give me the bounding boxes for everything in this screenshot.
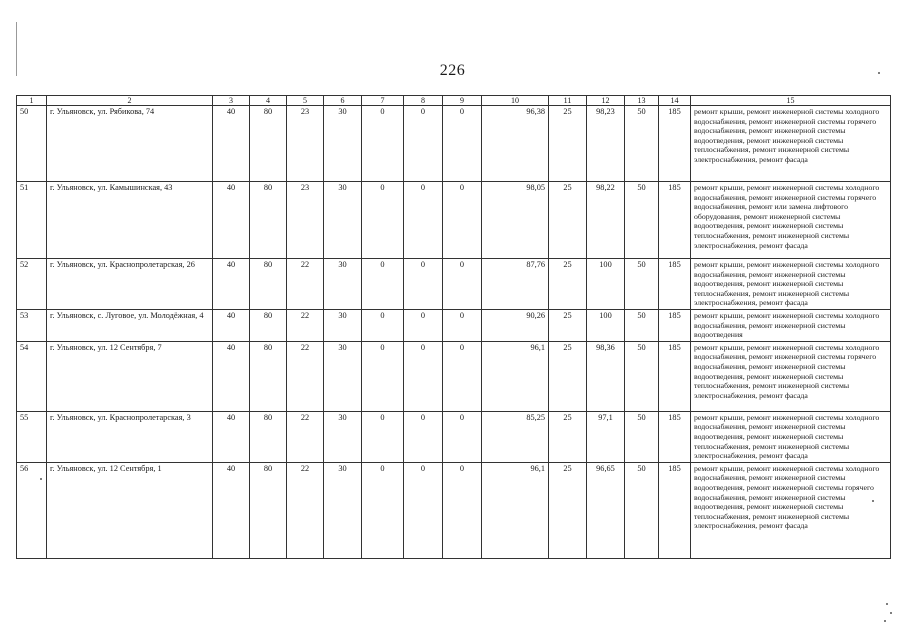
value-cell: 25 bbox=[549, 259, 587, 310]
table-row bbox=[17, 259, 891, 310]
value-cell: 30 bbox=[324, 310, 362, 342]
value-cell: 185 bbox=[659, 462, 691, 558]
column-header: 15 bbox=[691, 96, 891, 106]
value-cell: 96,1 bbox=[482, 462, 549, 558]
value-cell: 0 bbox=[404, 341, 443, 411]
column-header: 5 bbox=[287, 96, 324, 106]
value-cell: 40 bbox=[213, 106, 250, 182]
column-header: 1 bbox=[17, 96, 47, 106]
scan-speck bbox=[890, 612, 892, 614]
column-header: 10 bbox=[482, 96, 549, 106]
value-cell: 97,1 bbox=[587, 411, 625, 462]
address-cell: г. Ульяновск, ул. Рябикова, 74 bbox=[47, 106, 213, 182]
value-cell: 25 bbox=[549, 106, 587, 182]
value-cell: 185 bbox=[659, 310, 691, 342]
value-cell: 0 bbox=[404, 462, 443, 558]
value-cell: 30 bbox=[324, 411, 362, 462]
value-cell: 23 bbox=[287, 106, 324, 182]
column-header: 13 bbox=[625, 96, 659, 106]
value-cell: 50 bbox=[625, 106, 659, 182]
row-number: 56 bbox=[17, 462, 47, 558]
value-cell: 50 bbox=[625, 341, 659, 411]
table-row bbox=[17, 411, 891, 462]
works-list-cell: ремонт крыши, ремонт инженерной системы холодного водоснабжения, ремонт инженерной системы горячего водоснабжения, ремонт или замена лифтового оборудования, ремонт инженерной системы водоотведения, ремонт инженерной системы теплоснабжения, ремонт инженерной системы электроснабжения, ремонт фасада bbox=[691, 182, 891, 259]
value-cell: 40 bbox=[213, 462, 250, 558]
works-list-cell: ремонт крыши, ремонт инженерной системы холодного водоснабжения, ремонт инженерной системы горячего водоснабжения, ремонт инженерной системы водоотведения, ремонт инженерной системы теплоснабжения, ремонт инженерной системы электроснабжения, ремонт фасада bbox=[691, 341, 891, 411]
page-number: 226 bbox=[439, 62, 466, 79]
value-cell: 40 bbox=[213, 411, 250, 462]
value-cell: 30 bbox=[324, 341, 362, 411]
value-cell: 0 bbox=[404, 310, 443, 342]
value-cell: 30 bbox=[324, 182, 362, 259]
scan-speck bbox=[40, 478, 42, 480]
address-cell: г. Ульяновск, ул. 12 Сентября, 7 bbox=[47, 341, 213, 411]
row-number: 52 bbox=[17, 259, 47, 310]
value-cell: 25 bbox=[549, 310, 587, 342]
value-cell: 185 bbox=[659, 106, 691, 182]
value-cell: 25 bbox=[549, 411, 587, 462]
value-cell: 0 bbox=[404, 259, 443, 310]
works-list-cell: ремонт крыши, ремонт инженерной системы холодного водоснабжения, ремонт инженерной системы водоотведения, ремонт инженерной системы горячего водоснабжения, ремонт инженерной системы водоотведения, ремонт инженерной системы теплоснабжения, ремонт инженерной системы электроснабжения, ремонт фасада bbox=[691, 462, 891, 558]
value-cell: 185 bbox=[659, 182, 691, 259]
row-number: 50 bbox=[17, 106, 47, 182]
value-cell: 0 bbox=[362, 341, 404, 411]
scan-speck bbox=[884, 620, 886, 622]
address-cell: г. Ульяновск, ул. Камышинская, 43 bbox=[47, 182, 213, 259]
value-cell: 0 bbox=[362, 182, 404, 259]
value-cell: 25 bbox=[549, 462, 587, 558]
value-cell: 0 bbox=[362, 259, 404, 310]
value-cell: 80 bbox=[250, 341, 287, 411]
works-list-cell: ремонт крыши, ремонт инженерной системы холодного водоснабжения, ремонт инженерной системы водоотведения, ремонт инженерной системы теплоснабжения, ремонт инженерной системы электроснабжения, ремонт фасада bbox=[691, 411, 891, 462]
address-cell: г. Ульяновск, ул. Краснопролетарская, 26 bbox=[47, 259, 213, 310]
value-cell: 0 bbox=[443, 411, 482, 462]
value-cell: 22 bbox=[287, 411, 324, 462]
column-header: 7 bbox=[362, 96, 404, 106]
value-cell: 40 bbox=[213, 341, 250, 411]
value-cell: 30 bbox=[324, 259, 362, 310]
value-cell: 22 bbox=[287, 462, 324, 558]
value-cell: 90,26 bbox=[482, 310, 549, 342]
table-row bbox=[17, 182, 891, 259]
value-cell: 100 bbox=[587, 259, 625, 310]
value-cell: 96,65 bbox=[587, 462, 625, 558]
column-header: 11 bbox=[549, 96, 587, 106]
row-number: 54 bbox=[17, 341, 47, 411]
value-cell: 0 bbox=[404, 106, 443, 182]
value-cell: 22 bbox=[287, 259, 324, 310]
value-cell: 0 bbox=[404, 182, 443, 259]
column-header: 3 bbox=[213, 96, 250, 106]
value-cell: 100 bbox=[587, 310, 625, 342]
table-row bbox=[17, 341, 891, 411]
column-header: 6 bbox=[324, 96, 362, 106]
value-cell: 40 bbox=[213, 182, 250, 259]
value-cell: 98,36 bbox=[587, 341, 625, 411]
scan-speck bbox=[872, 500, 874, 502]
value-cell: 87,76 bbox=[482, 259, 549, 310]
row-number: 53 bbox=[17, 310, 47, 342]
value-cell: 0 bbox=[362, 462, 404, 558]
table-row bbox=[17, 462, 891, 558]
value-cell: 50 bbox=[625, 182, 659, 259]
column-header: 14 bbox=[659, 96, 691, 106]
column-header: 8 bbox=[404, 96, 443, 106]
value-cell: 23 bbox=[287, 182, 324, 259]
value-cell: 0 bbox=[362, 411, 404, 462]
value-cell: 185 bbox=[659, 341, 691, 411]
table-row bbox=[17, 310, 891, 342]
value-cell: 50 bbox=[625, 259, 659, 310]
value-cell: 0 bbox=[362, 106, 404, 182]
value-cell: 40 bbox=[213, 310, 250, 342]
value-cell: 0 bbox=[443, 106, 482, 182]
address-cell: г. Ульяновск, ул. 12 Сентября, 1 bbox=[47, 462, 213, 558]
value-cell: 50 bbox=[625, 462, 659, 558]
works-list-cell: ремонт крыши, ремонт инженерной системы холодного водоснабжения, ремонт инженерной системы водоотведения, ремонт инженерной системы теплоснабжения, ремонт инженерной системы электроснабжения, ремонт фасада bbox=[691, 259, 891, 310]
scan-speck bbox=[886, 603, 888, 605]
row-number: 51 bbox=[17, 182, 47, 259]
value-cell: 50 bbox=[625, 310, 659, 342]
value-cell: 80 bbox=[250, 411, 287, 462]
works-list-cell: ремонт крыши, ремонт инженерной системы холодного водоснабжения, ремонт инженерной системы водоотведения bbox=[691, 310, 891, 342]
value-cell: 40 bbox=[213, 259, 250, 310]
value-cell: 96,1 bbox=[482, 341, 549, 411]
address-cell: г. Ульяновск, ул. Краснопролетарская, 3 bbox=[47, 411, 213, 462]
value-cell: 0 bbox=[443, 310, 482, 342]
column-header: 4 bbox=[250, 96, 287, 106]
value-cell: 80 bbox=[250, 106, 287, 182]
value-cell: 85,25 bbox=[482, 411, 549, 462]
value-cell: 0 bbox=[443, 462, 482, 558]
value-cell: 25 bbox=[549, 341, 587, 411]
column-number-row bbox=[17, 96, 891, 106]
value-cell: 98,23 bbox=[587, 106, 625, 182]
value-cell: 0 bbox=[362, 310, 404, 342]
value-cell: 80 bbox=[250, 259, 287, 310]
value-cell: 25 bbox=[549, 182, 587, 259]
value-cell: 98,05 bbox=[482, 182, 549, 259]
value-cell: 185 bbox=[659, 259, 691, 310]
address-cell: г. Ульяновск, с. Луговое, ул. Молодёжная, 4 bbox=[47, 310, 213, 342]
table-row bbox=[17, 106, 891, 182]
value-cell: 80 bbox=[250, 310, 287, 342]
value-cell: 96,38 bbox=[482, 106, 549, 182]
value-cell: 50 bbox=[625, 411, 659, 462]
column-header: 2 bbox=[47, 96, 213, 106]
scan-speck bbox=[878, 72, 880, 74]
works-list-cell: ремонт крыши, ремонт инженерной системы холодного водоснабжения, ремонт инженерной системы горячего водоснабжения, ремонт инженерной системы водоотведения, ремонт инженерной системы теплоснабжения, ремонт инженерной системы электроснабжения, ремонт фасада bbox=[691, 106, 891, 182]
value-cell: 98,22 bbox=[587, 182, 625, 259]
value-cell: 0 bbox=[404, 411, 443, 462]
value-cell: 185 bbox=[659, 411, 691, 462]
value-cell: 30 bbox=[324, 106, 362, 182]
value-cell: 80 bbox=[250, 182, 287, 259]
repair-schedule-table bbox=[16, 95, 891, 559]
column-header: 12 bbox=[587, 96, 625, 106]
value-cell: 80 bbox=[250, 462, 287, 558]
value-cell: 0 bbox=[443, 259, 482, 310]
value-cell: 0 bbox=[443, 341, 482, 411]
value-cell: 0 bbox=[443, 182, 482, 259]
value-cell: 22 bbox=[287, 341, 324, 411]
column-header: 9 bbox=[443, 96, 482, 106]
row-number: 55 bbox=[17, 411, 47, 462]
value-cell: 30 bbox=[324, 462, 362, 558]
value-cell: 22 bbox=[287, 310, 324, 342]
